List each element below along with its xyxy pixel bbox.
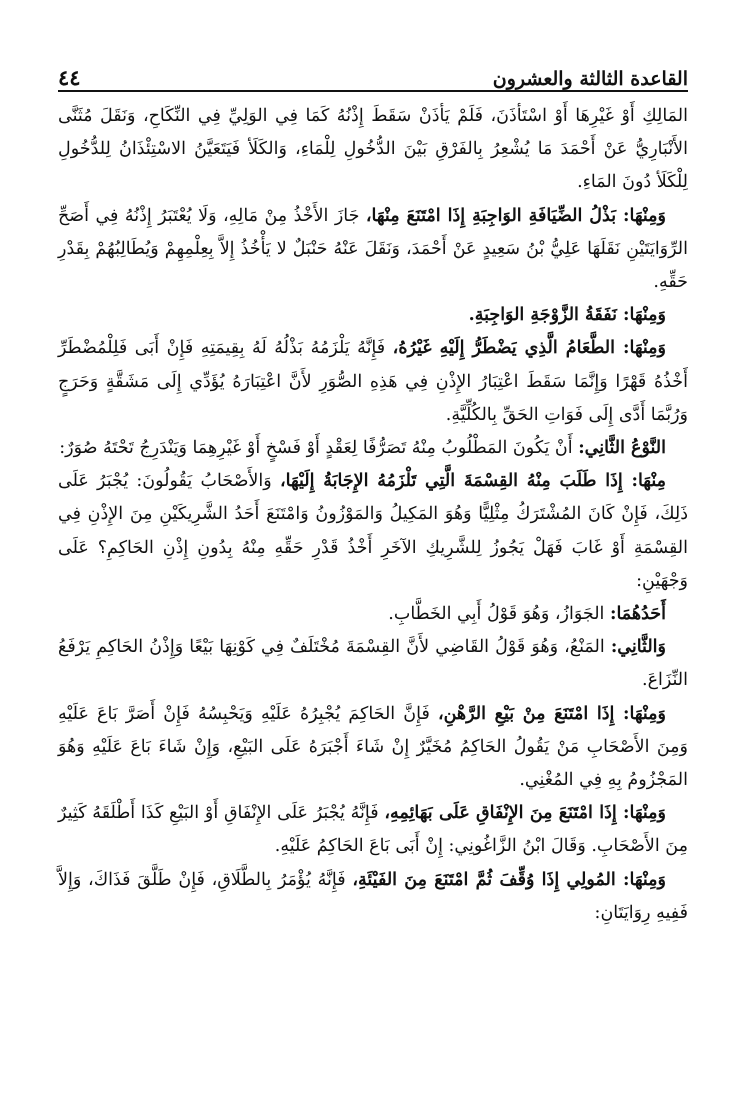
paragraph [58, 631, 688, 697]
paragraph [58, 797, 688, 863]
paragraph-text: المَالِكِ أَوْ غَيْرِهَا أَوْ اسْتَأذَنَ، فَلَمْ يَأذَنْ سَقَطَ إِذْنُهُ كَمَا فِي الوَلِيِّ فِي النِّكَاحِ، وَنَقَلَ مُثَنَّى الأَنْبَارِيُّ عَنْ أَحْمَدَ مَا يُشْعِرُ بِالفَرْقِ بَيْنَ الدُّخُولِ لِلْمَاءِ، وَالكَلَأ فَيَتَعَيَّنُ الاسْتِئْذَانُ لِلدُّخُولِ لِلْكَلَأ دُونَ المَاءِ. [58, 106, 688, 193]
paragraph-text: المَنْعُ، وَهُوَ قَوْلُ القَاضِي لأَنَّ القِسْمَةَ مُخْتَلَفٌ فِي كَوْنِهَا بَيْعًا وَإِذْنُ الحَاكِمِ يَرْفَعُ النِّزَاعَ. [58, 637, 688, 691]
paragraph-lead: مِنْهَا: إِذَا طَلَبَ مِنْهُ القِسْمَةَ الَّتِي تَلْزَمُهُ الإِجَابَةُ إِلَيْهَا، [279, 471, 666, 492]
paragraph-text: جَازَ الأَخْذُ مِنْ مَالِهِ، وَلَا يُعْتَبَرُ إِذْنُهُ فِي أَصَحِّ الرِّوَايَتَيْنِ نَقَلَهَا عَلِيُّ بْنُ سَعِيدٍ عَنْ أَحْمَدَ، وَنَقَلَ عَنْهُ حَنْبَلٌ لا يَأْخُذُ إِلاَّ بِعِلْمِهِمْ وَيُطَالِبُهُمْ بِقَدْرِ حَقِّهِ. [58, 205, 688, 293]
paragraph-lead: وَالثَّانِي: [610, 637, 666, 658]
paragraph-lead: النَّوْعُ الثَّانِي: [578, 438, 666, 459]
paragraph-lead: وَمِنْهَا: المُولِي إِذَا وُقِّفَ ثُمَّ امْتَنَعَ مِنَ الفَيْئَةِ، [352, 869, 666, 890]
chapter-title: القاعدة الثالثة والعشرون [492, 68, 688, 90]
paragraph [58, 332, 688, 432]
paragraph-lead: أَحَدُهُمَا: [609, 604, 666, 625]
paragraph [58, 299, 688, 332]
page-number: ٤٤ [58, 65, 81, 90]
page-body [58, 100, 688, 930]
paragraph-text: وَالأَصْحَابُ يَقُولُونَ: يُجْبَرُ عَلَى ذَلِكَ، فَإِنْ كَانَ المُشْتَرَكُ مِثْلِيًّا وَهُوَ المَكِيلُ وَالمَوْزُونُ وَامْتَنَعَ أَحَدُ الشَّرِيكَيْنِ مِنَ الإِذْنِ فِي القِسْمَةِ أَوْ غَابَ فَهَلْ يَجُوزُ لِلشَّرِيكِ الآخَرِ أَخْذُ قَدْرِ حَقِّهِ مِنْهُ بِدُونِ إِذْنِ الحَاكِمِ؟ عَلَى وَجْهَيْنِ: [58, 471, 688, 591]
paragraph [58, 100, 688, 200]
paragraph-text: الجَوَازُ، وَهُوَ قَوْلُ أَبِي الخَطَّابِ. [388, 604, 605, 625]
paragraph-text: فَإِنَّهُ يُجْبَرُ عَلَى الإِنْفَاقِ أَوْ البَيْعِ كَذَا أَطْلَقَهُ كَثِيرٌ مِنَ الأَصْحَابِ. وَقَالَ ابْنُ الزَّاغُونِي: إِنْ أَبَى بَاعَ الحَاكِمُ عَلَيْهِ. [58, 803, 688, 857]
paragraph-lead: وَمِنْهَا: الطَّعَامُ الَّذِي يَضْطَرُّ إِلَيْهِ غَيْرُهُ، [392, 338, 666, 359]
paragraph-text: أَنْ يَكُونَ المَطْلُوبُ مِنْهُ تَصَرُّفًا لِعَقْدٍ أَوْ فَسْخٍ أَوْ غَيْرِهِمَا وَيَنْدَرِجُ تَحْتَهُ صُوَرٌ: [59, 438, 573, 459]
paragraph-lead: وَمِنْهَا: بَذْلُ الضِّيَافَةِ الوَاجِبَةِ إِذَا امْتَنَعَ مِنْهَا، [365, 205, 666, 226]
paragraph [58, 598, 688, 631]
paragraph [58, 432, 688, 465]
paragraph-text: فَإِنَّهُ يَلْزَمُهُ بَذْلُهُ لَهُ بِقِيمَتِهِ فَإِنْ أَبَى فَلِلْمُضْطَرِّ أَخْذُهُ قَهْرًا وَإِنَّمَا سَقَطَ اعْتِبَارُ الإِذْنِ فِي هَذِهِ الصُّوَرِ لأَنَّ اعْتِبَارَهُ يُؤَدِّي إِلَى مَشَقَّةٍ وَحَرَجٍ وَرُبَّمَا أَدَّى إِلَى فَوَاتِ الحَقِّ بِالكُلِّيَّةِ. [58, 338, 688, 425]
paragraph-lead: وَمِنْهَا: إِذَا امْتَنَعَ مِنَ الإِنْفَاقِ عَلَى بَهَائِمِهِ، [384, 803, 666, 824]
paragraph-text: فَإِنَّ الحَاكِمَ يُجْبِرُهُ عَلَيْهِ وَيَحْبِسُهُ فَإِنْ أَصَرَّ بَاعَ عَلَيْهِ وَمِنَ الأَصْحَابِ مَنْ يَقُولُ الحَاكِمُ مُخَيَّرٌ إِنْ شَاءَ أَجْبَرَهُ عَلَى البَيْعِ، وَإِنْ شَاءَ بَاعَ عَلَيْهِ وَهُوَ المَجْزُومُ بِهِ فِي المُغْنِي. [58, 703, 688, 791]
paragraph [58, 465, 688, 598]
paragraph [58, 864, 688, 930]
paragraph [58, 698, 688, 798]
paragraph-lead: وَمِنْهَا: نَفَقَةُ الزَّوْجَةِ الوَاجِبَةِ. [468, 305, 666, 326]
running-header [58, 56, 688, 92]
paragraph-lead: وَمِنْهَا: إِذَا امْتَنَعَ مِنْ بَيْعِ الرَّهْنِ، [437, 703, 666, 724]
paragraph [58, 200, 688, 300]
paragraph-text: فَإِنَّهُ يُؤْمَرُ بِالطَّلَاقِ، فَإِنْ طَلَّقَ فَذَاكَ، وَإِلاَّ فَفِيهِ رِوَايَتَانِ: [58, 869, 688, 923]
